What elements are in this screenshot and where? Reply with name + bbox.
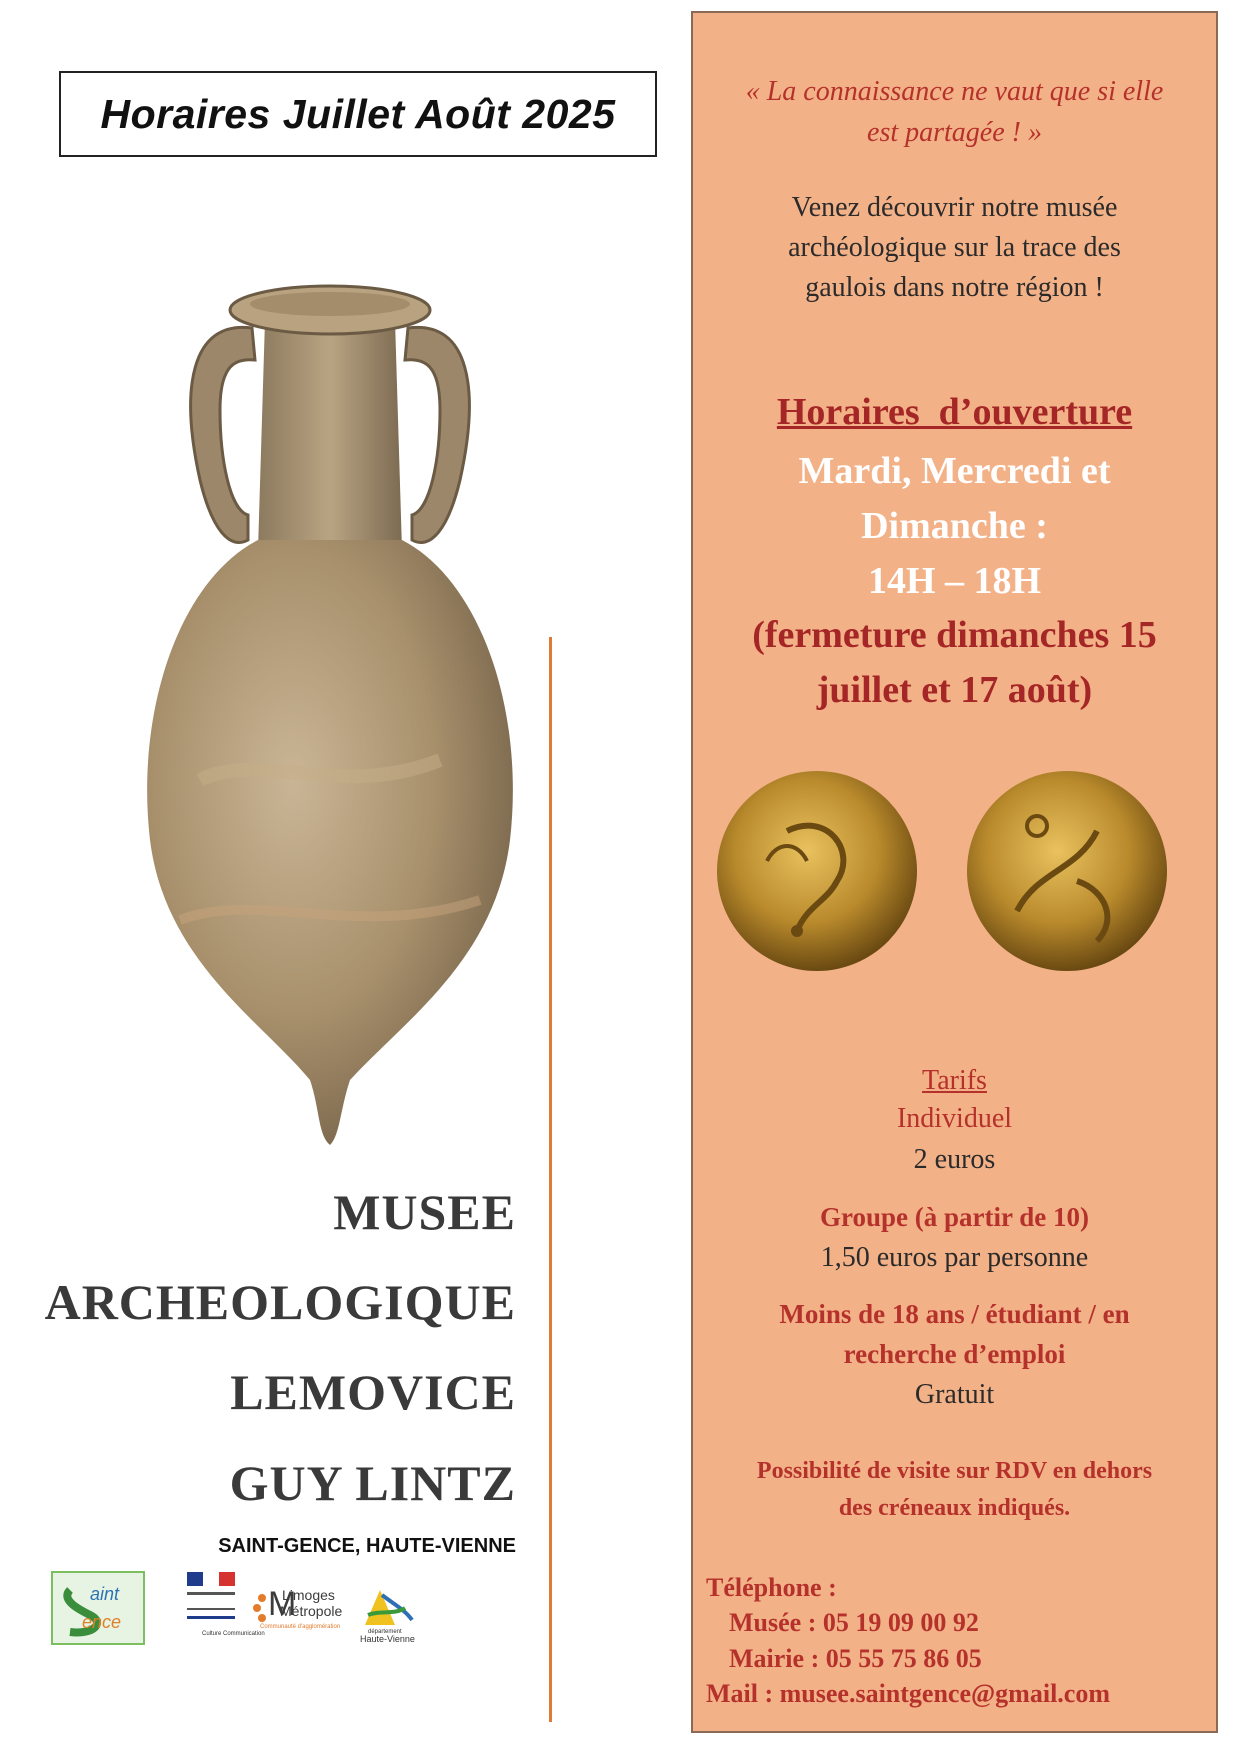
- hours-heading: Horaires d’ouverture: [776, 391, 1133, 433]
- tarifs-heading: Tarifs: [922, 1065, 987, 1096]
- email-contact: Mail : musee.saintgence@gmail.com: [706, 1679, 1110, 1708]
- saint-gence-top: aint: [90, 1584, 120, 1604]
- museum-name-line1: MUSEE: [333, 1184, 516, 1240]
- quote-line2: est partagée ! »: [867, 117, 1042, 148]
- groupe-label: Groupe (à partir de 10): [820, 1202, 1089, 1232]
- days-line3: 14H – 18H: [867, 560, 1042, 602]
- days-line1: Mardi, Mercredi et: [798, 450, 1111, 492]
- coin-horse: [967, 771, 1167, 971]
- partner-logos: [50, 1570, 470, 1650]
- amphora-image: [140, 280, 540, 1170]
- intro-line3: gaulois dans notre région !: [805, 272, 1104, 303]
- departement-label: département: [368, 1629, 402, 1635]
- individuel-label: Individuel: [896, 1103, 1013, 1134]
- intro-text: [693, 188, 1216, 308]
- intro-line2: archéologique sur la trace des: [788, 232, 1121, 263]
- phone-mairie: Mairie : 05 55 75 86 05: [729, 1644, 982, 1673]
- info-panel: [691, 11, 1218, 1733]
- rdv-line1: Possibilité de visite sur RDV en dehors: [756, 1458, 1153, 1484]
- metropole-name: Limoges: [282, 1587, 335, 1603]
- reduit-price: Gratuit: [914, 1379, 995, 1410]
- groupe-price: 1,50 euros par personne: [820, 1242, 1089, 1273]
- museum-name-line4: GUY LINTZ: [229, 1455, 516, 1511]
- museum-location: SAINT-GENCE, HAUTE-VIENNE: [218, 1535, 516, 1557]
- individuel-price: 2 euros: [913, 1144, 996, 1175]
- ministere-culture-logo: [187, 1572, 265, 1637]
- metropole-sub: Communauté d'agglomération: [260, 1624, 341, 1630]
- saint-gence-logo: [52, 1572, 144, 1644]
- title-box: [59, 71, 657, 157]
- reduit-line1: Moins de 18 ans / étudiant / en: [779, 1299, 1130, 1329]
- intro-line1: Venez découvrir notre musée: [791, 192, 1118, 223]
- departement-name: Haute-Vienne: [360, 1634, 415, 1644]
- limoges-metropole-logo: [253, 1585, 342, 1630]
- haute-vienne-logo: [360, 1590, 415, 1644]
- closing-notice: [693, 608, 1216, 718]
- museum-name-line3: LEMOVICE: [230, 1364, 516, 1420]
- closing-line2: juillet et 17 août): [816, 669, 1093, 711]
- metropole-name2: Métropole: [280, 1603, 343, 1619]
- phone-musee: Musée : 05 19 09 00 92: [729, 1608, 979, 1637]
- vertical-divider: [549, 637, 552, 1722]
- opening-days: [693, 444, 1216, 609]
- museum-name-line2: ARCHEOLOGIQUE: [44, 1274, 516, 1330]
- saint-gence-bottom: ence: [82, 1612, 122, 1632]
- phone-label: Téléphone :: [706, 1573, 837, 1602]
- quote: [693, 71, 1216, 153]
- svg-text:M: M: [268, 1585, 297, 1623]
- page-title: Horaires Juillet Août 2025: [100, 90, 616, 137]
- gallic-coins-image: [717, 771, 1197, 971]
- coin-head: [717, 771, 917, 971]
- days-line2: Dimanche :: [861, 505, 1048, 547]
- rdv-line2: des créneaux indiqués.: [838, 1495, 1071, 1521]
- quote-line1: « La connaissance ne vaut que si elle: [745, 76, 1164, 107]
- culture-label: Culture Communication: [202, 1631, 265, 1637]
- closing-line1: (fermeture dimanches 15: [752, 614, 1157, 656]
- reduit-line2: recherche d’emploi: [843, 1339, 1066, 1369]
